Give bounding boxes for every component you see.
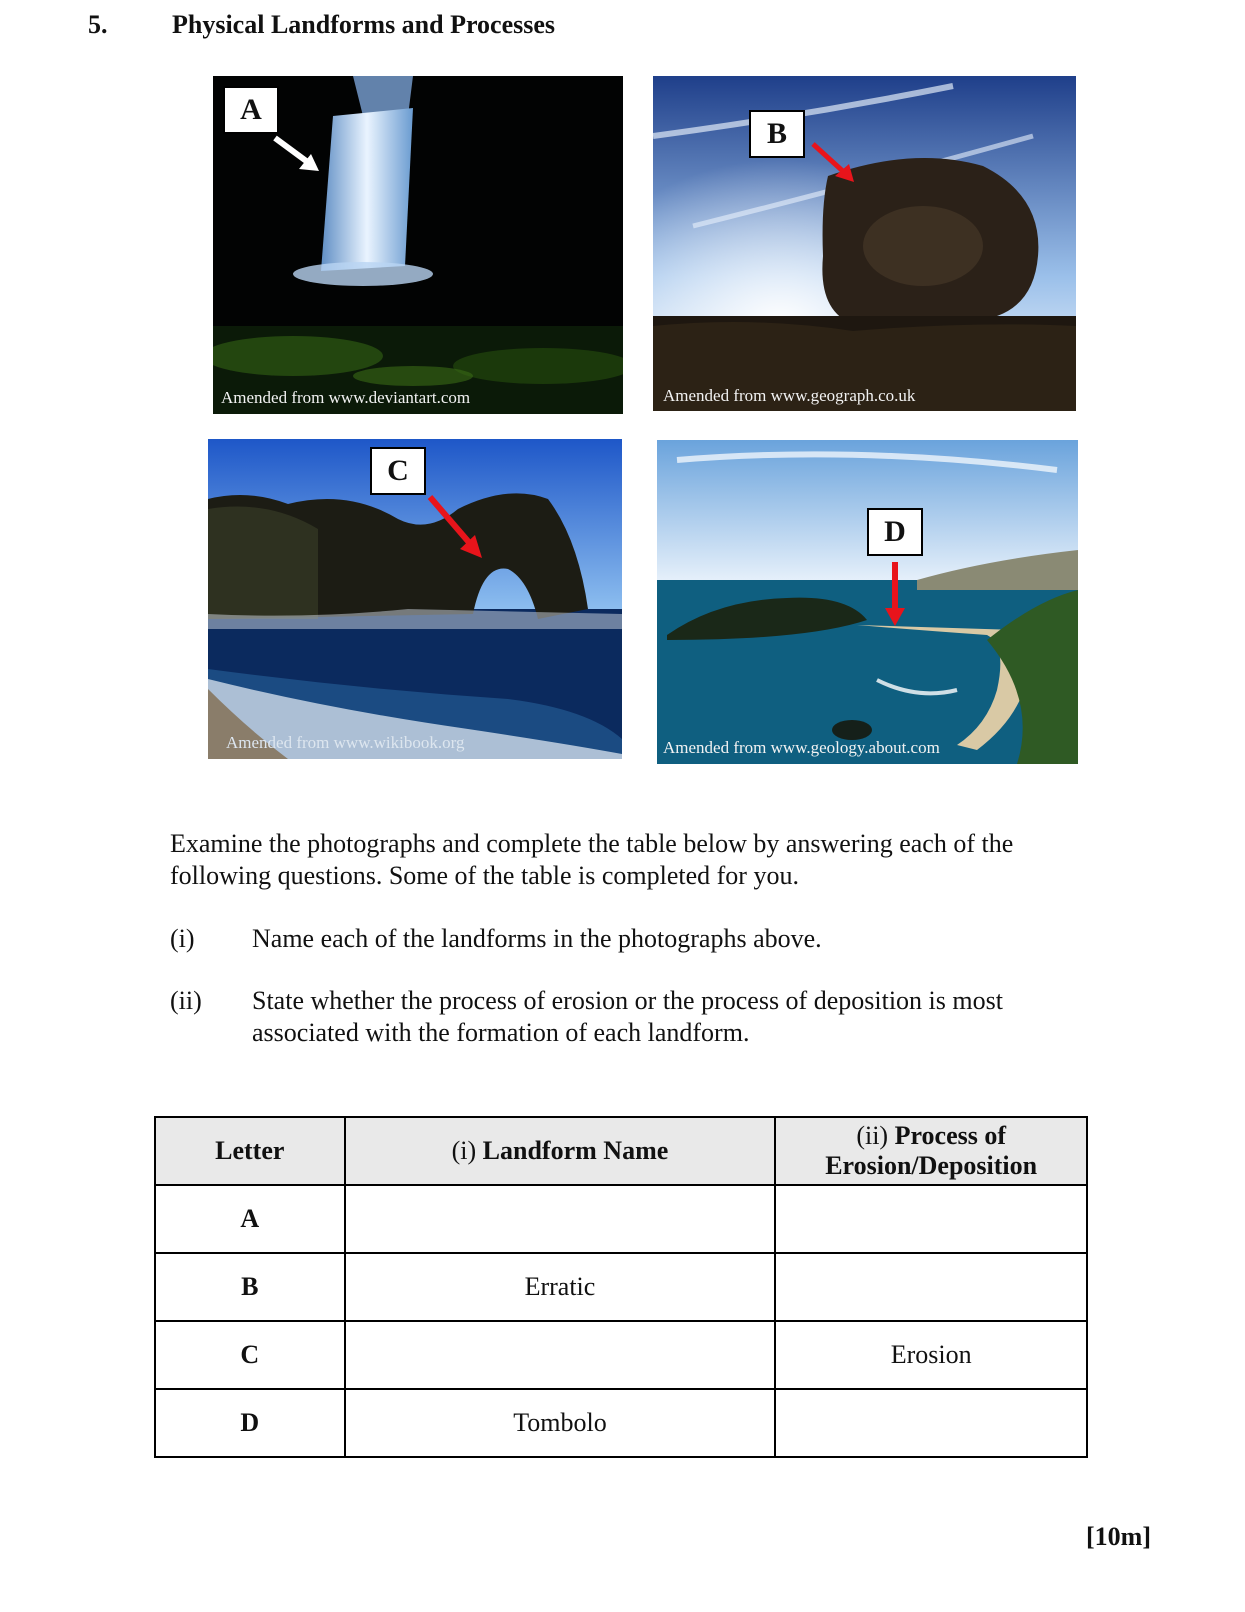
photo-d-label: D [867, 508, 923, 556]
photo-c-sea-arch [208, 439, 622, 759]
photo-c-label: C [370, 447, 426, 495]
header-landform-name [345, 1117, 776, 1185]
header-process-prefix: (ii) [856, 1121, 889, 1150]
photo-b-credit: Amended from www.geograph.co.uk [663, 386, 916, 405]
header-name-text: Landform Name [482, 1136, 669, 1165]
photo-b-boulder [653, 76, 1076, 411]
question-title: Physical Landforms and Processes [172, 10, 556, 39]
photo-b-label: B [749, 110, 805, 158]
task-ii-number: (ii) [170, 986, 202, 1015]
row-landform-name: Tombolo [345, 1389, 776, 1457]
photo-a-label: A [223, 86, 279, 134]
table-row [155, 1389, 1087, 1457]
task-i-text: Name each of the landforms in the photographs above. [252, 924, 822, 953]
header-process-line2: Erosion/Deposition [825, 1151, 1038, 1180]
row-process-input[interactable] [775, 1253, 1087, 1321]
row-landform-name-input[interactable] [345, 1185, 776, 1253]
marks-total: [10m] [1086, 1522, 1151, 1551]
header-letter [155, 1117, 345, 1185]
table-row [155, 1185, 1087, 1253]
row-process-input[interactable] [775, 1389, 1087, 1457]
row-landform-name-input[interactable] [345, 1321, 776, 1389]
header-process-line1: Process of [894, 1121, 1007, 1150]
header-name-prefix: (i) [451, 1136, 477, 1165]
photo-d-tombolo [657, 440, 1078, 764]
task-ii [170, 985, 1070, 1049]
task-i-number: (i) [170, 924, 195, 953]
photo-a-waterfall [213, 76, 623, 414]
row-letter: B [155, 1253, 345, 1321]
photo-a-credit: Amended from www.deviantart.com [221, 388, 471, 407]
header-process [775, 1117, 1087, 1185]
row-process-input[interactable] [775, 1185, 1087, 1253]
answer-table [154, 1116, 1088, 1458]
row-letter: A [155, 1185, 345, 1253]
row-letter: C [155, 1321, 345, 1389]
table-header-row [155, 1117, 1087, 1185]
row-letter: D [155, 1389, 345, 1457]
question-number: 5. [88, 10, 108, 39]
task-ii-text: State whether the process of erosion or the process of deposition is most associated with the formation of each landform. [252, 986, 1003, 1047]
table-row [155, 1253, 1087, 1321]
row-landform-name: Erratic [345, 1253, 776, 1321]
photo-c-credit: Amended from www.wikibook.org [226, 733, 465, 752]
task-i [170, 923, 1070, 955]
row-process: Erosion [775, 1321, 1087, 1389]
photo-d-credit: Amended from www.geology.about.com [663, 738, 940, 757]
instructions-text: Examine the photographs and complete the table below by answering each of the following questions. Some of the table is completed for you. [170, 829, 1014, 890]
table-row [155, 1321, 1087, 1389]
header-letter-text: Letter [215, 1136, 285, 1165]
